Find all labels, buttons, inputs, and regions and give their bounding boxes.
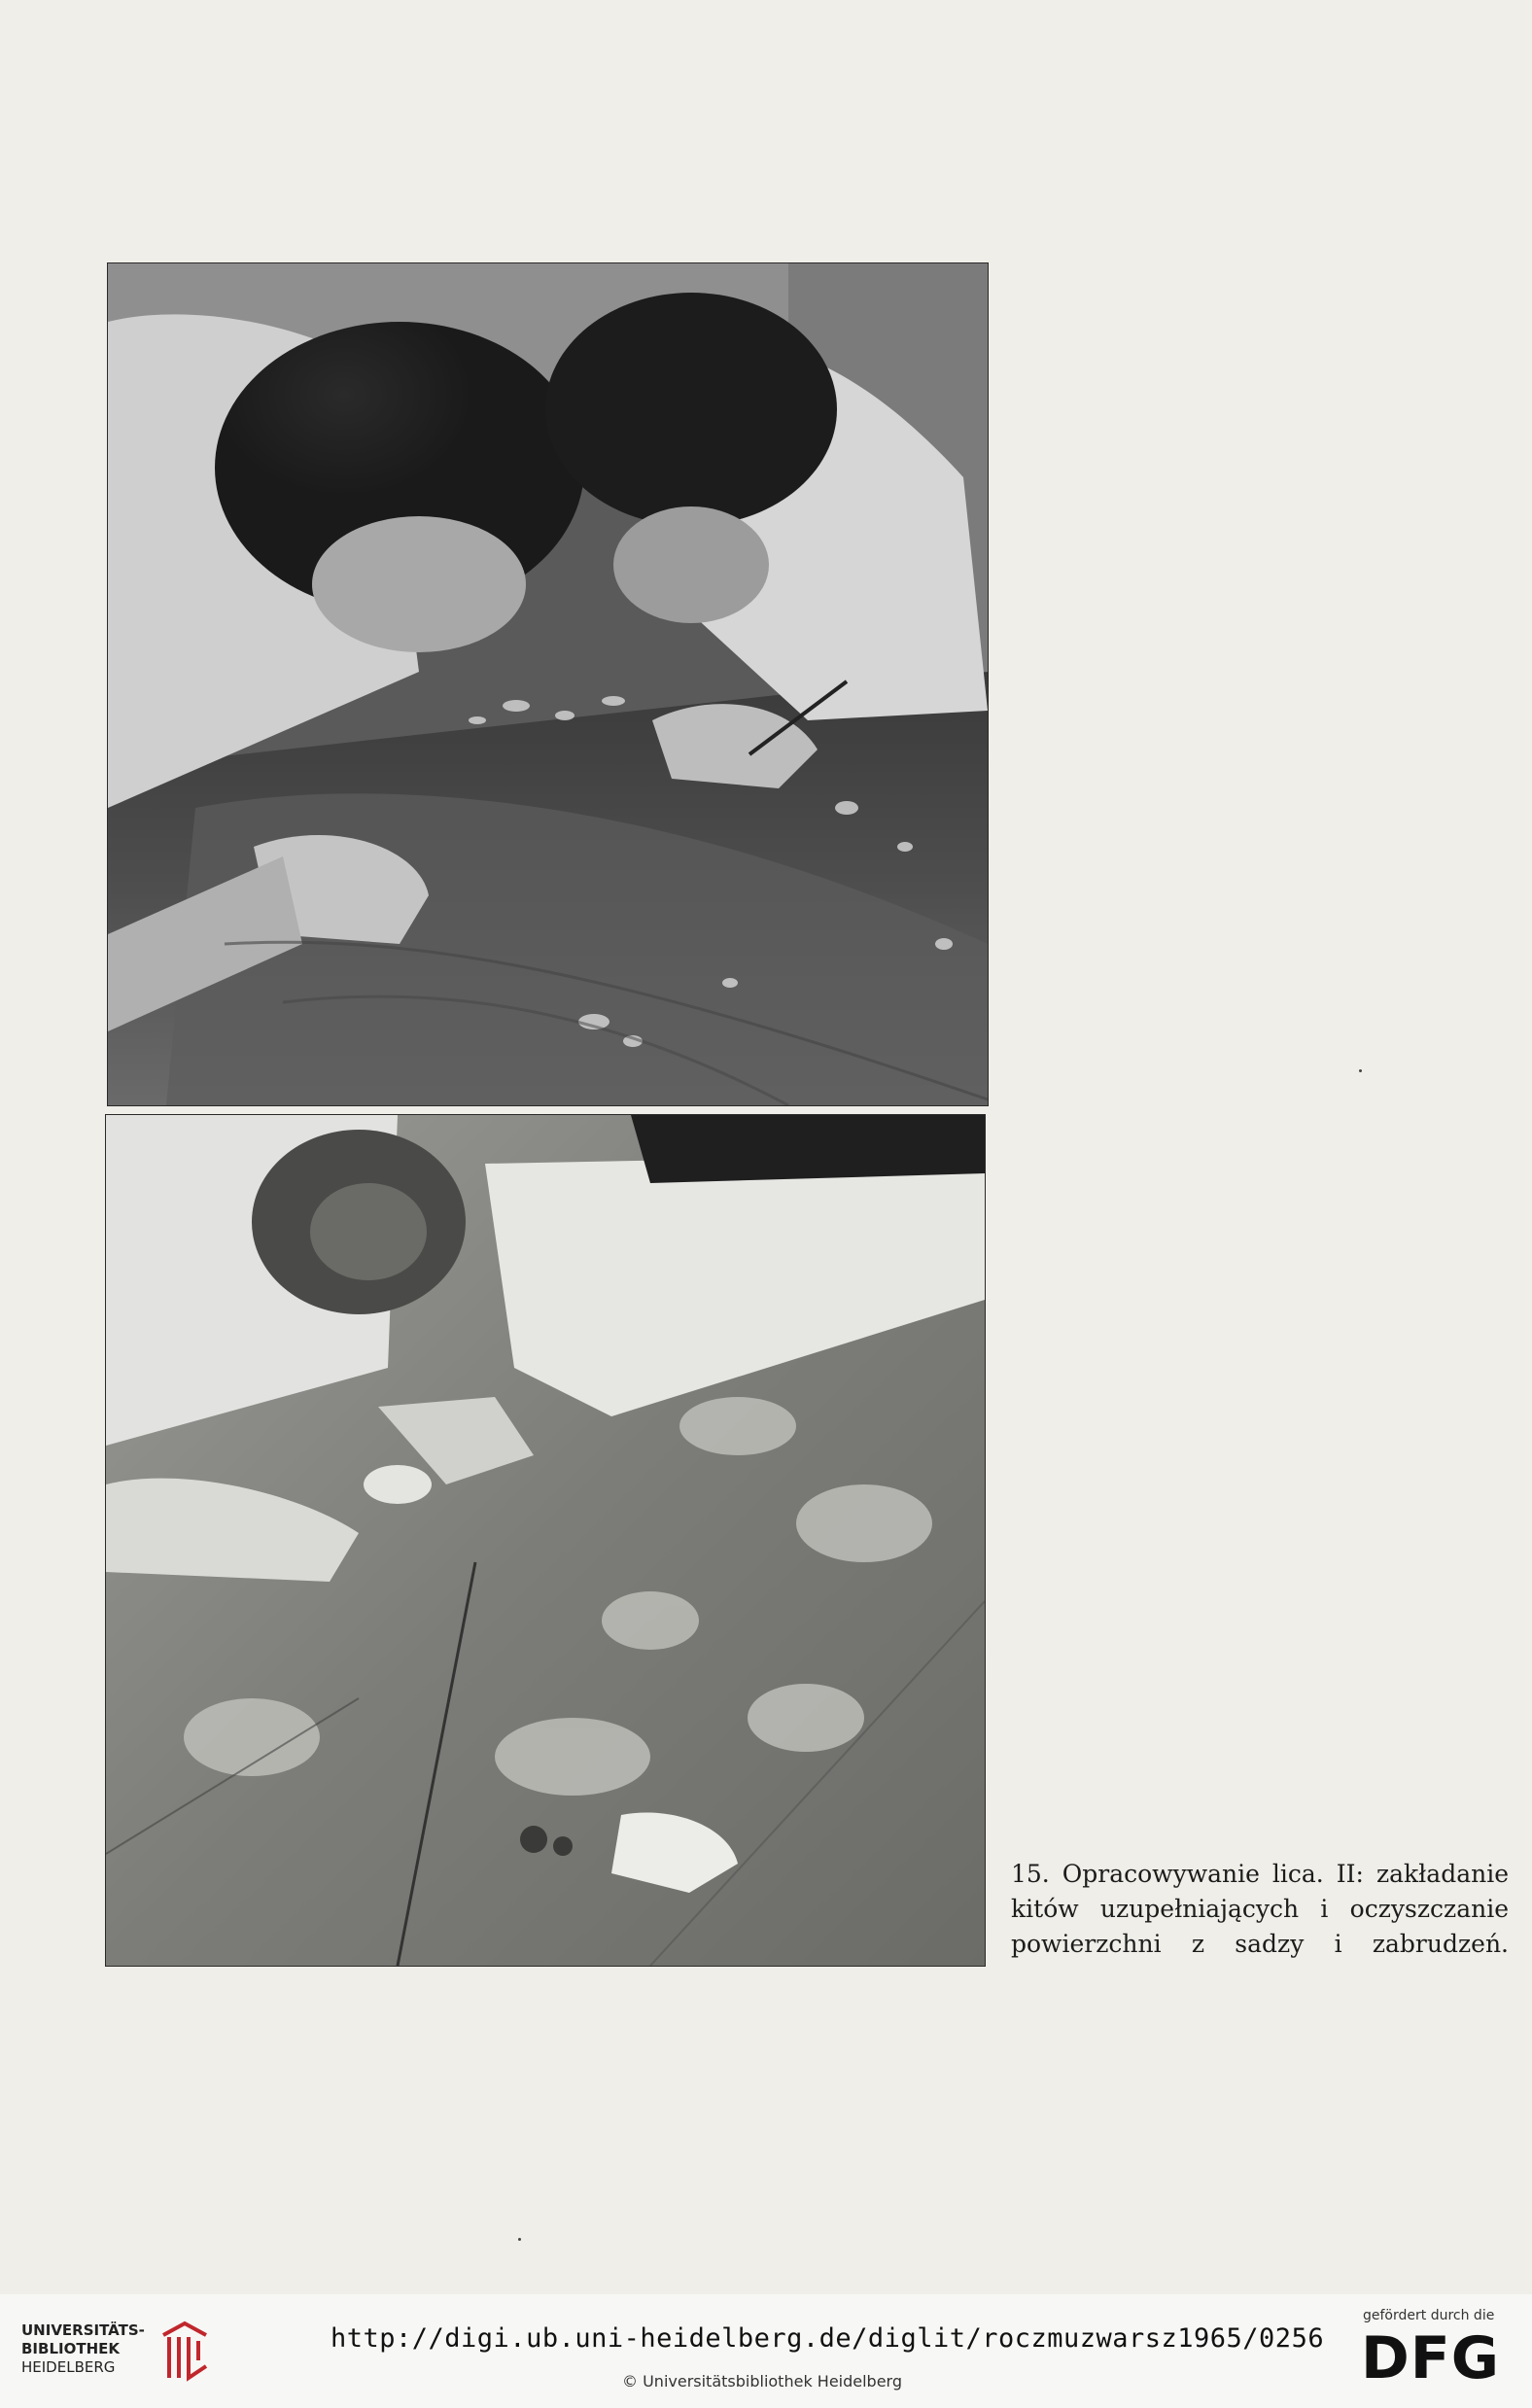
caption-line-1: 15. Opracowywanie lica. II: zakładanie [1011,1860,1509,1888]
photo-top-image [108,263,988,1105]
scan-speck [1359,1069,1362,1072]
caption-line-3: powierzchni z sadzy i zabrudzeń. [1011,1930,1509,1958]
photo-bottom-image [106,1115,985,1966]
figure-caption [1011,1857,1509,1962]
copyright-notice: © Universitätsbibliothek Heidelberg [622,2372,903,2391]
dfg-logo: DFG [1361,2324,1501,2392]
scan-speck [518,2238,521,2241]
footer-bar [0,2294,1532,2408]
permalink-url[interactable]: http://digi.ub.uni-heidelberg.de/diglit/roczmuzwarsz1965/0256 [331,2323,1325,2354]
photo-top [107,262,989,1106]
library-name [21,2321,157,2377]
funder-label: gefördert durch die [1363,2308,1495,2323]
photo-bottom [105,1114,986,1967]
ub-logo-icon [156,2318,214,2386]
library-name-line1: UNIVERSITÄTS- [21,2321,145,2339]
library-name-line3: HEIDELBERG [21,2358,116,2376]
library-name-line2: BIBLIOTHEK [21,2340,120,2357]
caption-line-2: kitów uzupełniających i oczyszczanie [1011,1895,1509,1923]
